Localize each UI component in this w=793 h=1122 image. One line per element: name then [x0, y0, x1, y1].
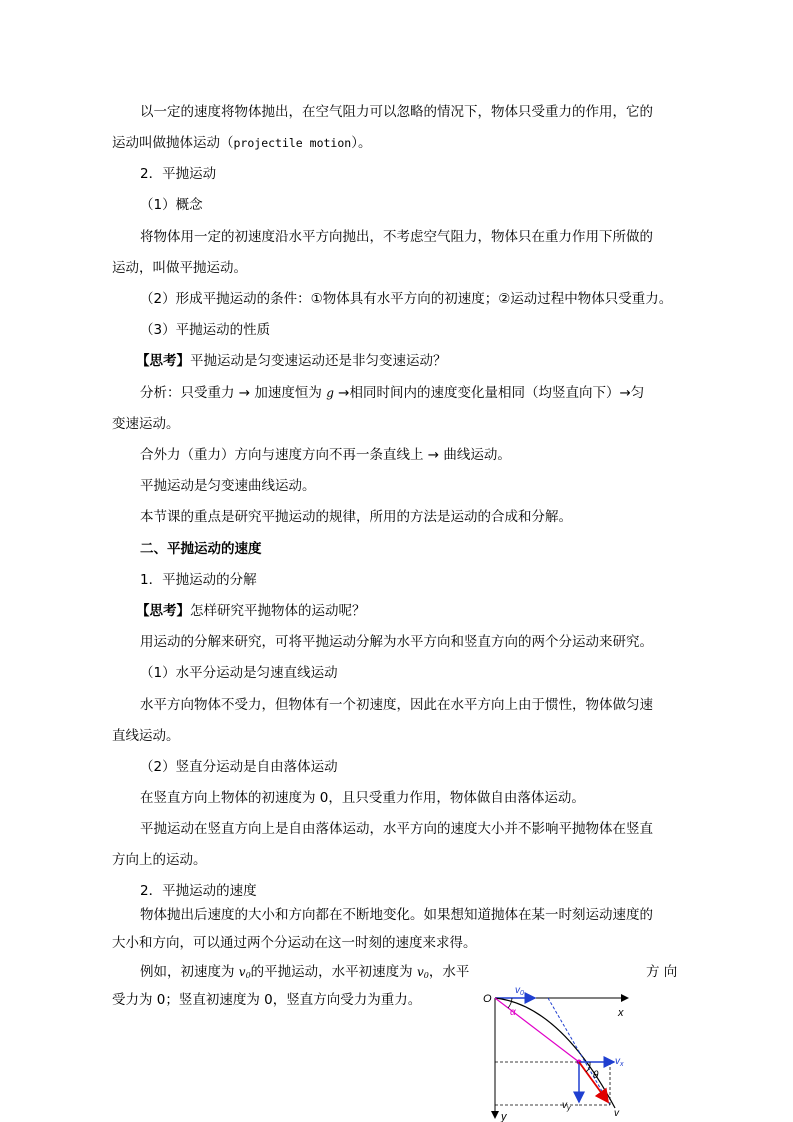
subheading-1: （1）概念 — [140, 197, 203, 213]
v0-label — [515, 985, 524, 997]
para-11-line-2: 受力为 0；竖直初速度为 0，竖直方向受力为重力。 — [112, 992, 422, 1008]
think-text: 怎样研究平抛物体的运动呢？ — [190, 603, 366, 619]
text-span: 分析：只受重力 → 加速度恒为 — [140, 385, 327, 401]
subheading-4: （1）水平分运动是匀速直线运动 — [140, 665, 338, 681]
x-axis-label: x — [618, 1007, 624, 1019]
text-span: 运动叫做抛体运动（ — [112, 135, 234, 151]
text-span: 的平抛运动，水平初速度为 — [250, 964, 417, 980]
para-8: 在竖直方向上物体的初速度为 0，且只受重力作用，物体做自由落体运动。 — [140, 790, 585, 806]
para-11-line-1-right: 方 向 — [646, 964, 678, 980]
v-resultant-arrow — [579, 1062, 608, 1102]
para-7-line-1: 水平方向物体不受力，但物体有一个初速度，因此在水平方向上由于惯性，物体做匀速 — [140, 697, 653, 713]
analysis-line-2: 变速运动。 — [112, 416, 180, 432]
text-span: ）。 — [351, 135, 372, 151]
symbol-v: v — [416, 965, 424, 979]
think-text: 平抛运动是匀变速运动还是非匀变速运动？ — [190, 353, 447, 369]
y-axis-label: y — [501, 1111, 507, 1122]
subscript: 0 — [245, 971, 251, 980]
para-6: 用运动的分解来研究，可将平抛运动分解为水平方向和竖直方向的两个分运动来研究。 — [140, 634, 653, 650]
vx-sub: x — [620, 1061, 624, 1068]
para-2-line-1: 将物体用一定的初速度沿水平方向抛出，不考虑空气阻力，物体只在重力作用下所做的 — [140, 229, 653, 245]
subheading-5: （2）竖直分运动是自由落体运动 — [140, 759, 338, 775]
subscript: 0 — [423, 971, 429, 980]
vy-main: v — [562, 1100, 567, 1111]
theta-label: θ — [593, 1070, 599, 1081]
think-2 — [136, 602, 366, 620]
vy-sub: y — [567, 1105, 571, 1112]
vy-label — [562, 1100, 571, 1112]
para-10-line-1: 物体抛出后速度的大小和方向都在不断地变化。如果想知道抛体在某一时刻运动速度的 — [140, 907, 653, 923]
english-term: projectile motion — [233, 136, 352, 150]
heading-3: 1．平抛运动的分解 — [140, 572, 257, 588]
para-4: 平抛运动是匀变速曲线运动。 — [140, 478, 316, 494]
para-2-line-2: 运动，叫做平抛运动。 — [112, 260, 247, 276]
think-1 — [136, 352, 447, 370]
text-span: →相同时间内的速度变化量相同（均竖直向下）→匀 — [333, 385, 645, 401]
para-7-line-2: 直线运动。 — [112, 728, 180, 744]
para-3: 合外力（重力）方向与速度方向不再一条直线上 → 曲线运动。 — [140, 447, 511, 463]
projectile-velocity-diagram — [480, 980, 640, 1122]
text-span: ，水平 — [428, 964, 470, 980]
v0-sub: 0 — [520, 990, 524, 997]
heading-2: 2．平抛运动 — [140, 166, 217, 182]
origin-label: O — [483, 993, 492, 1005]
symbol-g: g — [326, 386, 334, 400]
think-tag: 【思考】 — [136, 353, 190, 369]
para-9-line-2: 方向上的运动。 — [112, 852, 207, 868]
analysis-line-1 — [140, 384, 644, 402]
section-heading-2: 二、平抛运动的速度 — [140, 541, 262, 557]
symbol-v: v — [238, 965, 246, 979]
text-span: 例如，初速度为 — [140, 964, 239, 980]
v-label: v — [614, 1108, 619, 1119]
heading-4: 2．平抛运动的速度 — [140, 883, 257, 899]
para-10-line-2: 大小和方向，可以通过两个分运动在这一时刻的速度来求得。 — [112, 935, 477, 951]
alpha-label: α — [510, 1007, 516, 1018]
subheading-3: （3）平抛运动的性质 — [140, 322, 271, 338]
subheading-2: （2）形成平抛运动的条件：①物体具有水平方向的初速度；②运动过程中物体只受重力。 — [140, 291, 673, 307]
para-1-line-2 — [112, 134, 371, 152]
para-1-line-1: 以一定的速度将物体抛出，在空气阻力可以忽略的情况下，物体只受重力的作用，它的 — [140, 104, 653, 120]
vx-main: v — [615, 1056, 620, 1067]
think-tag: 【思考】 — [136, 603, 190, 619]
v0-main: v — [515, 985, 520, 996]
vx-label — [615, 1056, 624, 1068]
para-5: 本节课的重点是研究平抛运动的规律，所用的方法是运动的合成和分解。 — [140, 509, 572, 525]
para-9-line-1: 平抛运动在竖直方向上是自由落体运动，水平方向的速度大小并不影响平抛物体在竖直 — [140, 821, 653, 837]
para-11-line-1 — [140, 963, 469, 985]
